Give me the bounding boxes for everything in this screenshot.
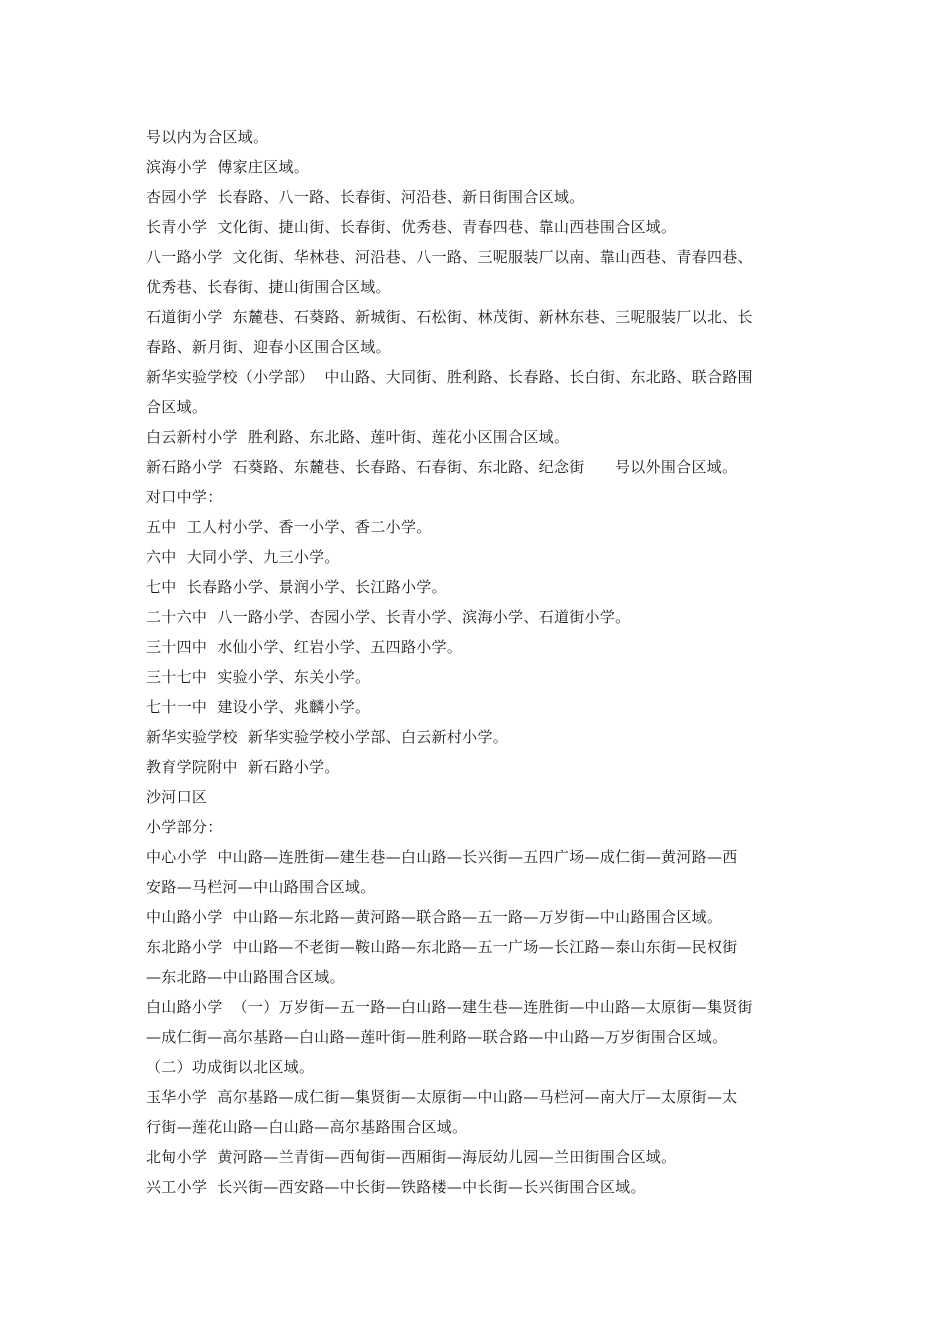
text-line: 长青小学 文化街、捷山街、长春街、优秀巷、青春四巷、靠山西巷围合区域。 xyxy=(146,218,677,236)
text-line: 三十七中 实验小学、东关小学。 xyxy=(146,668,371,686)
text-line: 兴工小学 长兴街—西安路—中长街—铁路楼—中长街—长兴街围合区域。 xyxy=(146,1178,646,1196)
text-line: 三十四中 水仙小学、红岩小学、五四路小学。 xyxy=(146,638,463,656)
text-line: 新华实验学校 新华实验学校小学部、白云新村小学。 xyxy=(146,728,509,746)
text-line: 白云新村小学 胜利路、东北路、莲叶街、莲花小区围合区域。 xyxy=(146,428,570,446)
text-line: 杏园小学 长春路、八一路、长春街、河沿巷、新日街围合区域。 xyxy=(146,188,585,206)
text-line: 行街—莲花山路—白山路—高尔基路围合区域。 xyxy=(146,1118,468,1136)
text-line: 七十一中 建设小学、兆麟小学。 xyxy=(146,698,371,716)
text-line: 石道街小学 东麓巷、石葵路、新城街、石松街、林茂街、新林东巷、三呢服装厂以北、长 xyxy=(146,308,753,326)
text-line: 春路、新月街、迎春小区围合区域。 xyxy=(146,338,391,356)
section-heading: 小学部分： xyxy=(146,818,223,836)
text-line: 六中 大同小学、九三小学。 xyxy=(146,548,340,566)
text-line: 七中 长春路小学、景润小学、长江路小学。 xyxy=(146,578,447,596)
text-line: 合区域。 xyxy=(146,398,208,416)
text-line: （二）功成街以北区域。 xyxy=(146,1058,315,1076)
text-line: —东北路—中山路围合区域。 xyxy=(146,968,345,986)
text-line: —成仁街—高尔基路—白山路—莲叶街—胜利路—联合路—中山路—万岁街围合区域。 xyxy=(146,1028,728,1046)
text-line: 中山路小学 中山路—东北路—黄河路—联合路—五一路—万岁街—中山路围合区域。 xyxy=(146,908,723,926)
district-heading: 沙河口区 xyxy=(146,788,208,806)
text-line: 二十六中 八一路小学、杏园小学、长青小学、滨海小学、石道街小学。 xyxy=(146,608,631,626)
text-line: 教育学院附中 新石路小学。 xyxy=(146,758,340,776)
text-line: 新石路小学 石葵路、东麓巷、长春路、石春街、东北路、纪念街 号以外围合区域。 xyxy=(146,458,738,476)
text-line: 滨海小学 傅家庄区域。 xyxy=(146,158,310,176)
section-heading: 对口中学： xyxy=(146,488,223,506)
text-line: 号以内为合区域。 xyxy=(146,128,269,146)
text-line: 中心小学 中山路—连胜街—建生巷—白山路—长兴街—五四广场—成仁街—黄河路—西 xyxy=(146,848,738,866)
text-line: 白山路小学 （一）万岁街—五一路—白山路—建生巷—连胜街—中山路—太原街—集贤街 xyxy=(146,998,753,1016)
text-line: 北甸小学 黄河路—兰青街—西甸街—西厢街—海辰幼儿园—兰田街围合区域。 xyxy=(146,1148,677,1166)
text-line: 五中 工人村小学、香一小学、香二小学。 xyxy=(146,518,432,536)
text-line: 玉华小学 高尔基路—成仁街—集贤街—太原街—中山路—马栏河—南大厅—太原街—太 xyxy=(146,1088,738,1106)
text-line: 安路—马栏河—中山路围合区域。 xyxy=(146,878,376,896)
text-line: 新华实验学校（小学部） 中山路、大同街、胜利路、长春路、长白街、东北路、联合路围 xyxy=(146,368,753,386)
text-line: 优秀巷、长春街、捷山街围合区域。 xyxy=(146,278,391,296)
text-line: 东北路小学 中山路—不老街—鞍山路—东北路—五一广场—长江路—泰山东街—民权街 xyxy=(146,938,738,956)
document-body xyxy=(146,122,816,1202)
text-line: 八一路小学 文化街、华林巷、河沿巷、八一路、三呢服装厂以南、靠山西巷、青春四巷、 xyxy=(146,248,753,266)
